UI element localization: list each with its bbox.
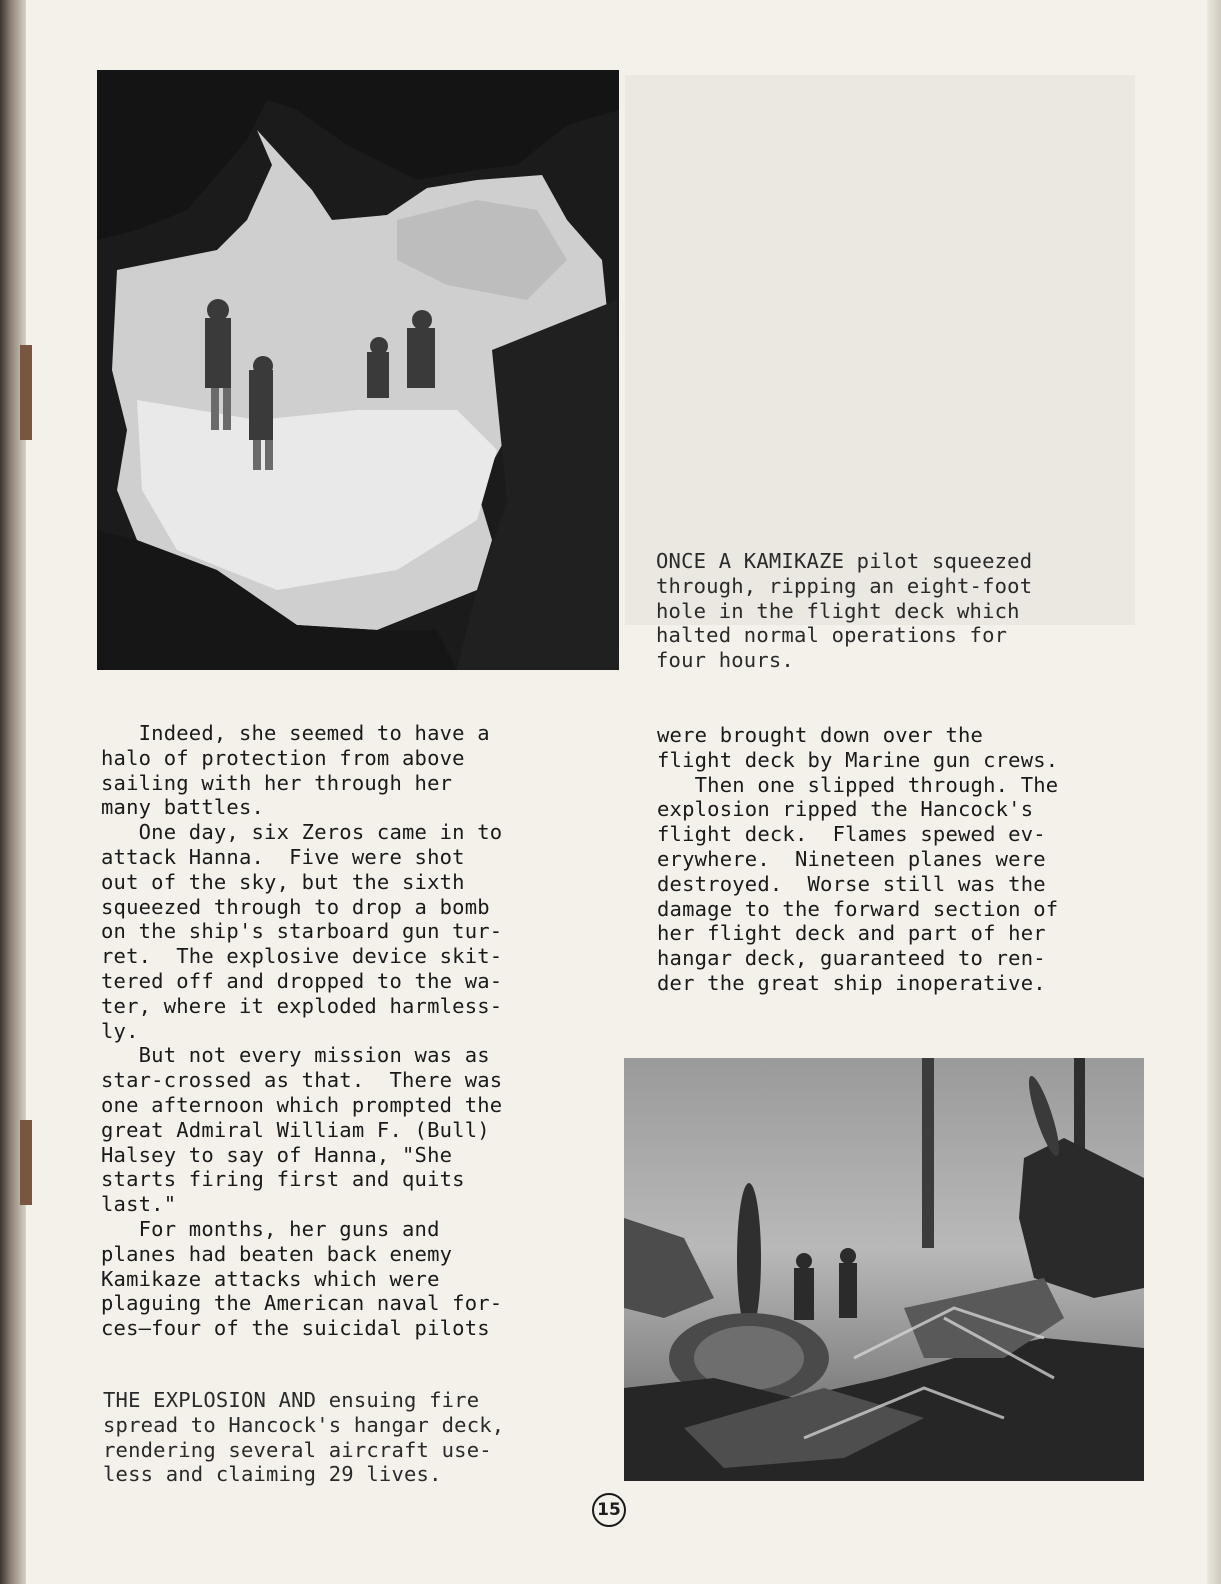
article-body-left-column: Indeed, she seemed to have a halo of protection from above sailing with her through her many battles. One day, six Zeros came in to attack Hanna. Five were shot out of the sky, but the sixth squeezed through to drop a bomb on the ship's starboard gun tur- ret. The explosive device skit- tered off and dropped to the wa- ter, where it exploded harmless- ly. But not every mission was as star-crossed as that. There was one afternoon which prompted the great Admiral William F. (Bull) Halsey to say of Hanna, "She starts firing first and quits last." For months, her guns and planes had beaten back enemy Kamikaze attacks which were plaguing the American naval for- ces—four of the suicidal pilots: [101, 721, 503, 1341]
binding-spine: [0, 0, 26, 1584]
staple-mark-bottom: [20, 1120, 32, 1205]
page-number: 15: [592, 1493, 626, 1527]
photo-hangar-deck-wreckage: [624, 1058, 1144, 1481]
photo-caption-top: ONCE A KAMIKAZE pilot squeezed through, ripping an eight-foot hole in the flight deck which halted normal operations for four hours.: [656, 549, 1033, 673]
photo-flight-deck-hole: [97, 70, 619, 670]
article-body-right-column: were brought down over the flight deck by Marine gun crews. Then one slipped through. The explosion ripped the Hancock's flight deck. Flames spewed ev- erywhere. Nineteen planes were destroyed. Worse still was the damage to the forward section of her flight deck and part of her hangar deck, guaranteed to ren- der the great ship inoperative.: [657, 723, 1059, 995]
staple-mark-top: [20, 345, 32, 440]
page-edge: [1207, 0, 1221, 1584]
bleed-through-area: [625, 75, 1135, 625]
photo-caption-bottom: THE EXPLOSION AND ensuing fire spread to Hancock's hangar deck, rendering several aircraft use- less and claiming 29 lives.: [103, 1388, 505, 1487]
